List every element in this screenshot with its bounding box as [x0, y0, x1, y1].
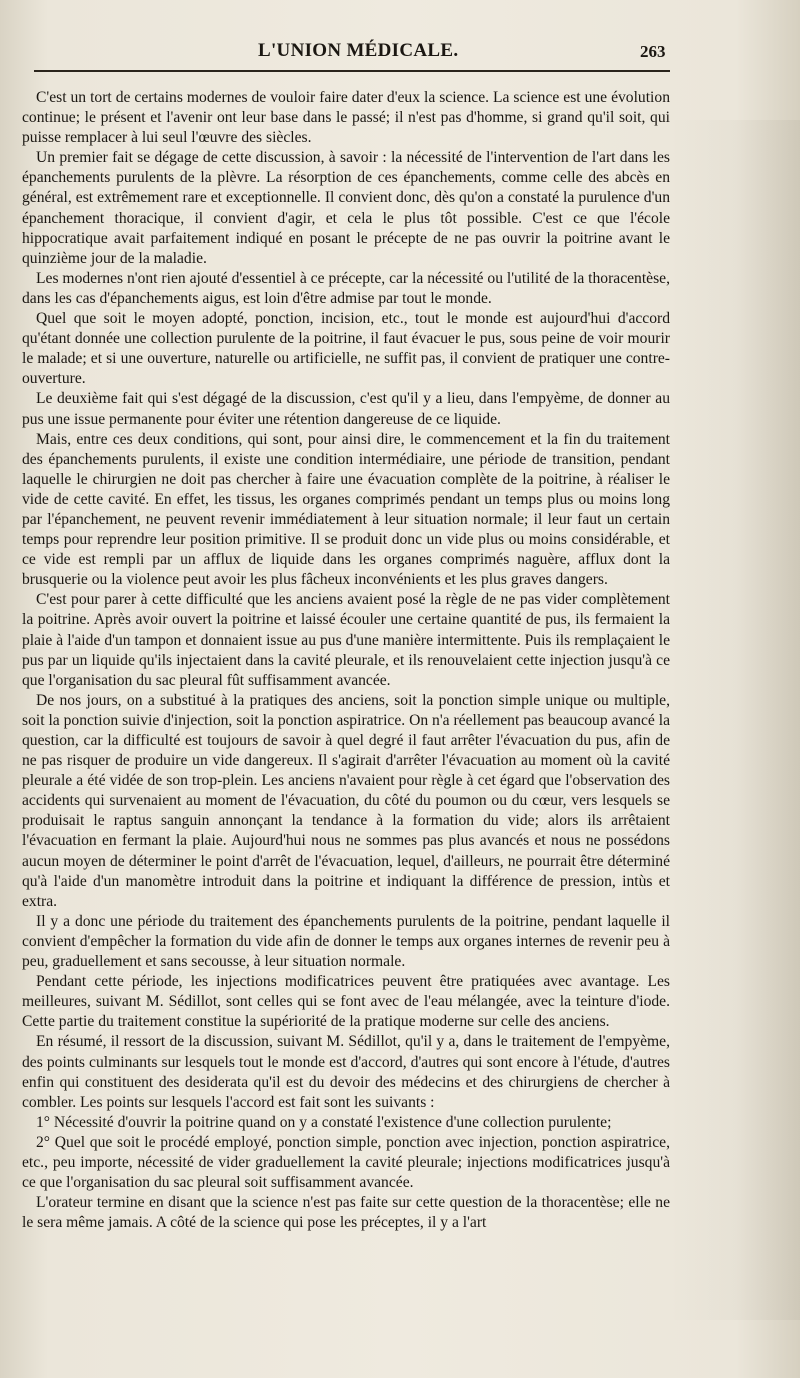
page-edge-shadow — [670, 120, 800, 1320]
page-header — [0, 36, 800, 72]
paragraph: Mais, entre ces deux conditions, qui sont, pour ainsi dire, le commencement et la fin du traitement des épanchements purulents, il existe une condition intermédiaire, une période de transition, pendant laquelle le chirurgien ne doit pas chercher à faire une évacuation complète de la poitrine, à réaliser le vide de cette cavité. En effet, les tissus, les organes comprimés pendant un temps plus ou moins long par l'épanchement, ne peuvent revenir immédiatement à leur situation normale; il leur faut un certain temps pour reprendre leur position primitive. Il se produit donc un vide plus ou moins considérable, et ce vide est rempli par un afflux de liquide dans les organes comprimés naguère, afflux dont la brusquerie ou la violence peut avoir les plus fâcheux inconvénients et les plus graves dangers. — [22, 430, 670, 589]
paragraph: Pendant cette période, les injections modificatrices peuvent être pratiquées avec avantage. Les meilleures, suivant M. Sédillot, sont celles qui se font avec de l'eau mélangée, avec la teinture d'iode. Cette partie du traitement constitue la supériorité de la pratique moderne sur celle des anciens. — [22, 973, 670, 1031]
article-body — [22, 88, 670, 1233]
paragraph: Quel que soit le moyen adopté, ponction, incision, etc., tout le monde est aujourd'hui d'accord qu'étant donnée une collection purulente de la poitrine, il faut évacuer le pus, sous peine de voir mourir le malade; et si une ouverture, naturelle ou artificielle, ne suffit pas, il convient de pratiquer une contre-ouverture. — [22, 310, 670, 388]
paragraph: En résumé, il ressort de la discussion, suivant M. Sédillot, qu'il y a, dans le traitement de l'empyème, des points culminants sur lesquels tout le monde est d'accord, d'autres qui sont encore à l'étude, d'autres enfin qui constituent des desiderata qu'il est du devoir des médecins et des chirurgiens de chercher à combler. Les points sur lesquels l'accord est fait sont les suivants : — [22, 1033, 670, 1111]
list-item: 2° Quel que soit le procédé employé, ponction simple, ponction avec injection, ponction aspiratrice, etc., peu importe, nécessité de vider graduellement la cavité pleurale; injections modificatrices jusqu'à ce que l'organisation du sac pleural soit suffisamment avancée. — [22, 1133, 670, 1192]
paragraph: Il y a donc une période du traitement des épanchements purulents de la poitrine, pendant laquelle il convient d'empêcher la formation du vide afin de donner le temps aux organes internes de revenir peu à peu, graduellement et sans secousse, à leur situation normale. — [22, 912, 670, 971]
paragraph: De nos jours, on a substitué à la pratiques des anciens, soit la ponction simple unique ou multiple, soit la ponction suivie d'injection, soit la ponction aspiratrice. On n'a réellement pas beaucoup avancé la question, car la difficulté est toujours de savoir à quel degré il faut arrêter l'évacuation du pus, afin de ne pas risquer de produire un vide dangereux. Il s'agirait d'arrêter l'évacuation au moment où la cavité pleurale a été vidée de son trop-plein. Les anciens n'avaient pour règle à cet égard que l'observation des accidents qui survenaient au moment de l'évacuation, du côté du poumon ou du cœur, vers lesquels se produisait le raptus sanguin annonçant la tendance à la formation du vide; alors ils arrêtaient l'évacuation en fermant la plaie. Aujourd'hui nous ne sommes pas plus avancés et nous ne possédons aucun moyen de déterminer le point d'arrêt de l'évacuation, lequel, d'ailleurs, ne pourrait être déterminé qu'à l'aide d'un manomètre introduit dans la poitrine et indiquant la différence de pression, intùs et extra. — [22, 691, 670, 910]
paragraph: Les modernes n'ont rien ajouté d'essentiel à ce précepte, car la nécessité ou l'utilité de la thoracentèse, dans les cas d'épanchements aigus, est loin d'être admise par tout le monde. — [22, 269, 670, 307]
running-title: L'UNION MÉDICALE. — [258, 40, 459, 61]
list-item: 1° Nécessité d'ouvrir la poitrine quand on y a constaté l'existence d'une collection purulente; — [36, 1113, 612, 1131]
paragraph: Le deuxième fait qui s'est dégagé de la discussion, c'est qu'il y a lieu, dans l'empyème, de donner au pus une issue permanente pour éviter une rétention dangereuse de ce liquide. — [22, 390, 670, 428]
paragraph: Un premier fait se dégage de cette discussion, à savoir : la nécessité de l'intervention de l'art dans les épanchements purulents de la plèvre. La résorption de ces épanchements, comme celle des abcès en général, est extrêmement rare et exceptionnelle. Il convient donc, dès qu'on a constaté la purulence d'un épanchement thoracique, il convient d'agir, et cela le plus tôt possible. C'est ce que l'école hippocratique avait parfaitement indiqué en posant le précepte de ne pas ouvrir la poitrine avant le quinzième jour de la maladie. — [22, 149, 670, 267]
paragraph: L'orateur termine en disant que la science n'est pas faite sur cette question de la thoracentèse; elle ne le sera même jamais. A côté de la science qui pose les préceptes, il y a l'art — [22, 1194, 670, 1232]
header-rule — [34, 70, 670, 72]
page-number: 263 — [640, 42, 666, 61]
paragraph: C'est pour parer à cette difficulté que les anciens avaient posé la règle de ne pas vider complètement la poitrine. Après avoir ouvert la poitrine et laissé écouler une certaine quantité de pus, ils fermaient la plaie à l'aide d'un tampon et donnaient issue au pus d'une manière intermittente. Puis ils remplaçaient le pus par un liquide qu'ils injectaient dans la cavité pleurale, et ils renouvelaient cette injection jusqu'à ce que l'organisation du sac pleural fût suffisamment avancée. — [22, 591, 670, 689]
paragraph: C'est un tort de certains modernes de vouloir faire dater d'eux la science. La science est une évolution continue; le présent et l'avenir ont leur base dans le passé; il n'est pas d'homme, si grand qu'il soit, qui puisse remplacer à lui seul l'œuvre des siècles. — [22, 89, 670, 147]
